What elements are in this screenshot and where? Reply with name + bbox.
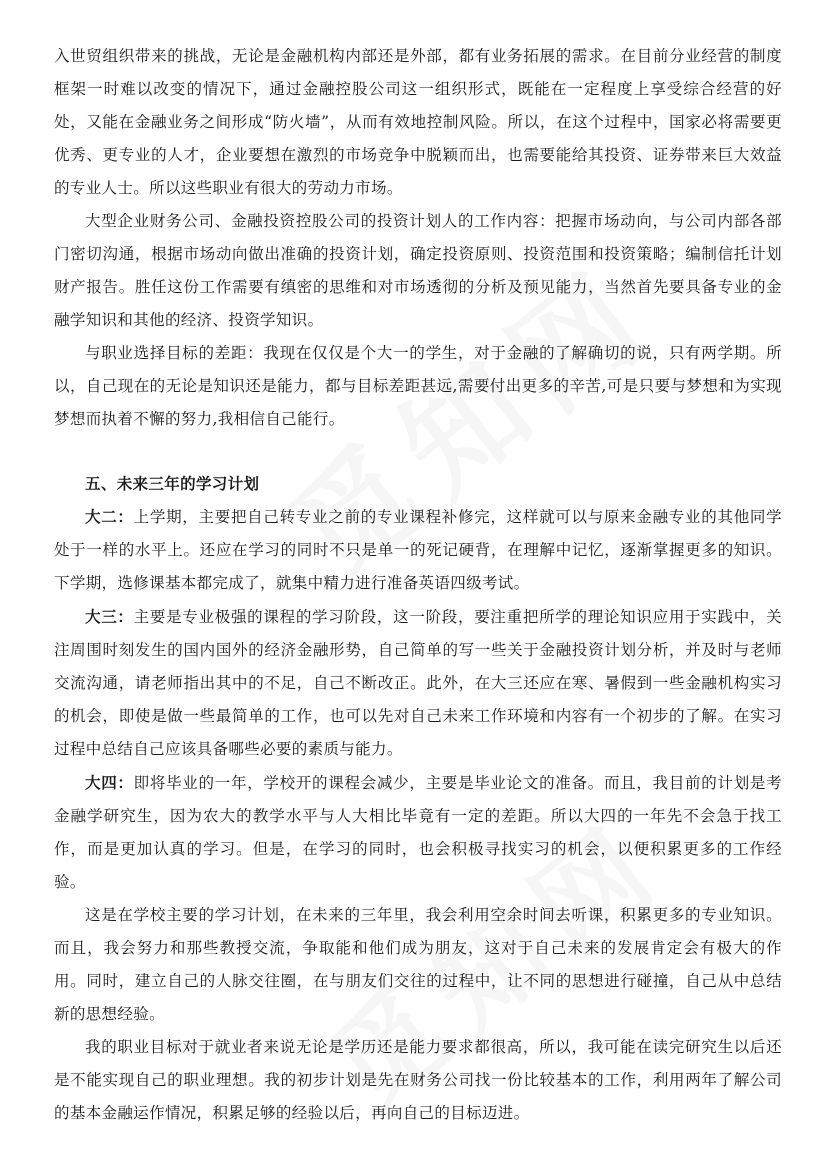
paragraph bbox=[54, 600, 782, 766]
paragraph-lead: 大四： bbox=[85, 773, 134, 792]
paragraph-lead: 大二： bbox=[85, 507, 134, 526]
document-page bbox=[54, 40, 782, 1130]
paragraph bbox=[54, 500, 782, 600]
paragraph: 这是在学校主要的学习计划，在未来的三年里，我会利用空余时间去听课，积累更多的专业知识。而且，我会努力和那些教授交流，争取能和他们成为朋友，这对于自己未来的发展肯定会有极大的作用。同时，建立自己的人脉交往圈，在与朋友们交往的过程中，让不同的思想进行碰撞，自己从中总结新的思想经验。 bbox=[54, 906, 782, 1023]
paragraph-body: 主要是专业极强的课程的学习阶段，这一阶段，要注重把所学的理论知识应用于实践中，关注周围时刻发生的国内国外的经济金融形势，自己简单的写一些关于金融投资计划分析，并及时与老师交流沟通，请老师指出其中的不足，自己不断改正。此外，在大三还应在寒、暑假到一些金融机构实习的机会，即使是做一些最简单的工作，也可以先对自己未来工作环境和内容有一个初步的了解。在实习过程中总结自己应该具备哪些必要的素质与能力。 bbox=[54, 608, 782, 758]
section-heading: 五、未来三年的学习计划 bbox=[85, 474, 260, 493]
paragraph: 与职业选择目标的差距：我现在仅仅是个大一的学生，对于金融的了解确切的说，只有两学期。所以，自己现在的无论是知识还是能力，都与目标差距甚远,需要付出更多的辛苦,可是只要与梦想和为实现梦想而执着不懈的努力,我相信自己能行。 bbox=[54, 344, 782, 428]
paragraph-body: 上学期，主要把自己转专业之前的专业课程补修完，这样就可以与原来金融专业的其他同学处于一样的水平上。还应在学习的同时不只是单一的死记硬背，在理解中记忆，逐渐掌握更多的知识。下学期，选修课基本都完成了，就集中精力进行准备英语四级考试。 bbox=[54, 508, 782, 592]
paragraph: 大型企业财务公司、金融投资控股公司的投资计划人的工作内容：把握市场动向，与公司内部各部门密切沟通，根据市场动向做出准确的投资计划，确定投资原则、投资范围和投资策略；编制信托计划财产报告。胜任这份工作需要有缜密的思维和对市场透彻的分析及预见能力，当然首先要具备专业的金融学知识和其他的经济、投资学知识。 bbox=[54, 212, 782, 329]
paragraph: 我的职业目标对于就业者来说无论是学历还是能力要求都很高，所以，我可能在读完研究生以后还是不能实现自己的职业理想。我的初步计划是先在财务公司找一份比较基本的工作，利用两年了解公司的基本金融运作情况，积累足够的经验以后，再向自己的目标迈进。 bbox=[54, 1038, 782, 1122]
paragraph-body: 即将毕业的一年，学校开的课程会减少，主要是毕业论文的准备。而且，我目前的计划是考金融学研究生，因为农大的教学水平与人大相比毕竟有一定的差距。所以大四的一年先不会急于找工作，而是更加认真的学习。但是，在学习的同时，也会积极寻找实习的机会，以便积累更多的工作经验。 bbox=[54, 774, 782, 891]
paragraph-lead: 大三： bbox=[85, 607, 134, 626]
paragraph: 入世贸组织带来的挑战，无论是金融机构内部还是外部，都有业务拓展的需求。在目前分业经营的制度框架一时难以改变的情况下，通过金融控股公司这一组织形式，既能在一定程度上享受综合经营的好处，又能在金融业务之间形成“防火墙”，从而有效地控制风险。所以，在这个过程中，国家必将需要更优秀、更专业的人才，企业要想在激烈的市场竞争中脱颖而出，也需要能给其投资、证券带来巨大效益的专业人士。所以这些职业有很大的劳动力市场。 bbox=[54, 47, 782, 197]
paragraph bbox=[54, 766, 782, 899]
